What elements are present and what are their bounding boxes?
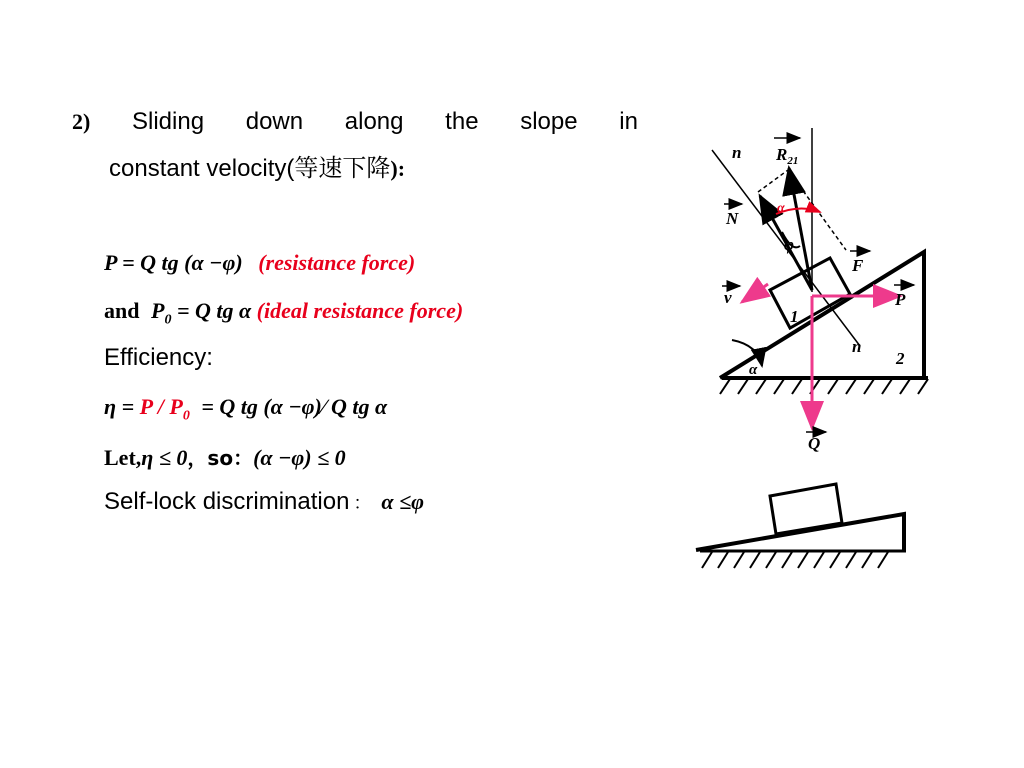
label-n-top: n bbox=[732, 143, 742, 162]
label-P: P bbox=[895, 290, 906, 309]
label-alpha-red: α bbox=[777, 201, 785, 216]
let-text: Let, bbox=[104, 445, 142, 470]
selflock-label: Self-lock discrimination bbox=[104, 488, 350, 515]
label-v: v bbox=[724, 288, 732, 307]
formula: = Q tg (α −φ)∕ Q tg α bbox=[201, 394, 388, 419]
efficiency-label: Efficiency: bbox=[104, 344, 213, 371]
p0-symbol: $P_0$ bbox=[150, 298, 172, 328]
heading-word: the bbox=[445, 108, 479, 135]
heading-word: along bbox=[344, 108, 404, 135]
label-R: $R_{21}$ bbox=[776, 145, 799, 167]
label-F: F bbox=[852, 256, 864, 275]
heading-text: constant velocity( bbox=[109, 155, 295, 182]
label-N: N bbox=[726, 209, 739, 228]
heading-cjk: 等速下降 bbox=[294, 154, 391, 182]
label-alpha: α bbox=[749, 362, 758, 378]
formula: P = Q tg (α −φ) bbox=[104, 250, 243, 275]
formula-note: (resistance force) bbox=[258, 250, 416, 275]
velocity-arrow bbox=[742, 284, 768, 302]
eta-symbol: η = bbox=[104, 394, 135, 419]
and-text: and bbox=[104, 298, 140, 323]
selflock-colon: ： bbox=[353, 493, 372, 514]
heading-word: Sliding bbox=[132, 108, 205, 135]
lower-incline-sketch bbox=[696, 484, 906, 568]
formula: = Q tg α bbox=[176, 298, 252, 323]
heading-close: ): bbox=[390, 156, 406, 181]
eta-condition: η ≤ 0 bbox=[141, 445, 188, 470]
so-text: ，so： bbox=[187, 446, 254, 470]
formula-note: (ideal resistance force) bbox=[256, 298, 464, 323]
section-number: 2) bbox=[72, 109, 91, 134]
result: (α −φ) ≤ 0 bbox=[253, 445, 346, 470]
label-2: 2 bbox=[896, 349, 905, 368]
label-n-bottom: n bbox=[852, 337, 862, 356]
heading-word: in bbox=[619, 108, 638, 135]
label-1: 1 bbox=[790, 307, 799, 326]
selflock-condition: α ≤φ bbox=[381, 489, 425, 514]
label-phi: φ bbox=[784, 235, 794, 254]
ratio: P / $P_0$ bbox=[139, 394, 190, 424]
heading-word: slope bbox=[520, 108, 578, 135]
label-Q: Q bbox=[808, 434, 821, 453]
ground-hatch bbox=[720, 378, 928, 394]
heading-word: down bbox=[245, 108, 304, 135]
